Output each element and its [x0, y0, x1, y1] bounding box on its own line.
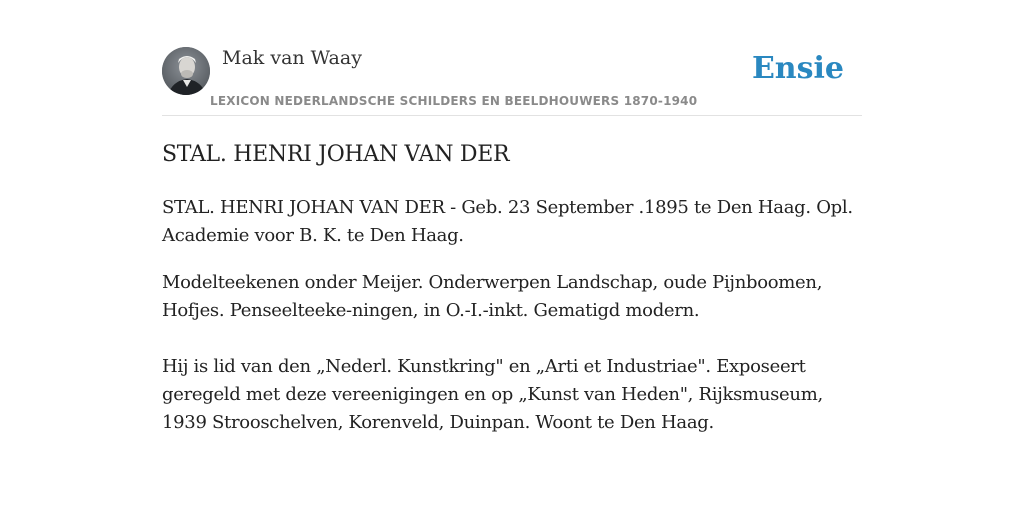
- article-title: STAL. HENRI JOHAN VAN DER: [162, 142, 510, 167]
- source-title[interactable]: LEXICON NEDERLANDSCHE SCHILDERS EN BEELDHOUWERS 1870-1940: [210, 94, 698, 108]
- header: [162, 46, 862, 116]
- author-avatar[interactable]: [162, 47, 210, 95]
- article-paragraph: STAL. HENRI JOHAN VAN DER - Geb. 23 September .1895 te Den Haag. Opl. Academie voor B. K. te Den Haag.: [162, 197, 853, 246]
- article-paragraph: Modelteekenen onder Meijer. Onderwerpen Landschap, oude Pijnboomen, Hofjes. Penseelteeke-ningen, in O.-I.-inkt. Gematigd modern.: [162, 272, 823, 321]
- article: [162, 140, 862, 437]
- article-paragraph: Hij is lid van den „Nederl. Kunstkring" en „Arti et Industriae". Exposeert geregeld met deze vereenigingen en op „Kunst van Heden", Rijksmuseum, 1939 Strooschelven, Korenveld, Duinpan. Woont te Den Haag.: [162, 356, 823, 433]
- brand-logo[interactable]: Ensie: [751, 51, 844, 86]
- portrait-photo-icon: [162, 47, 210, 95]
- author-name[interactable]: Mak van Waay: [222, 47, 362, 69]
